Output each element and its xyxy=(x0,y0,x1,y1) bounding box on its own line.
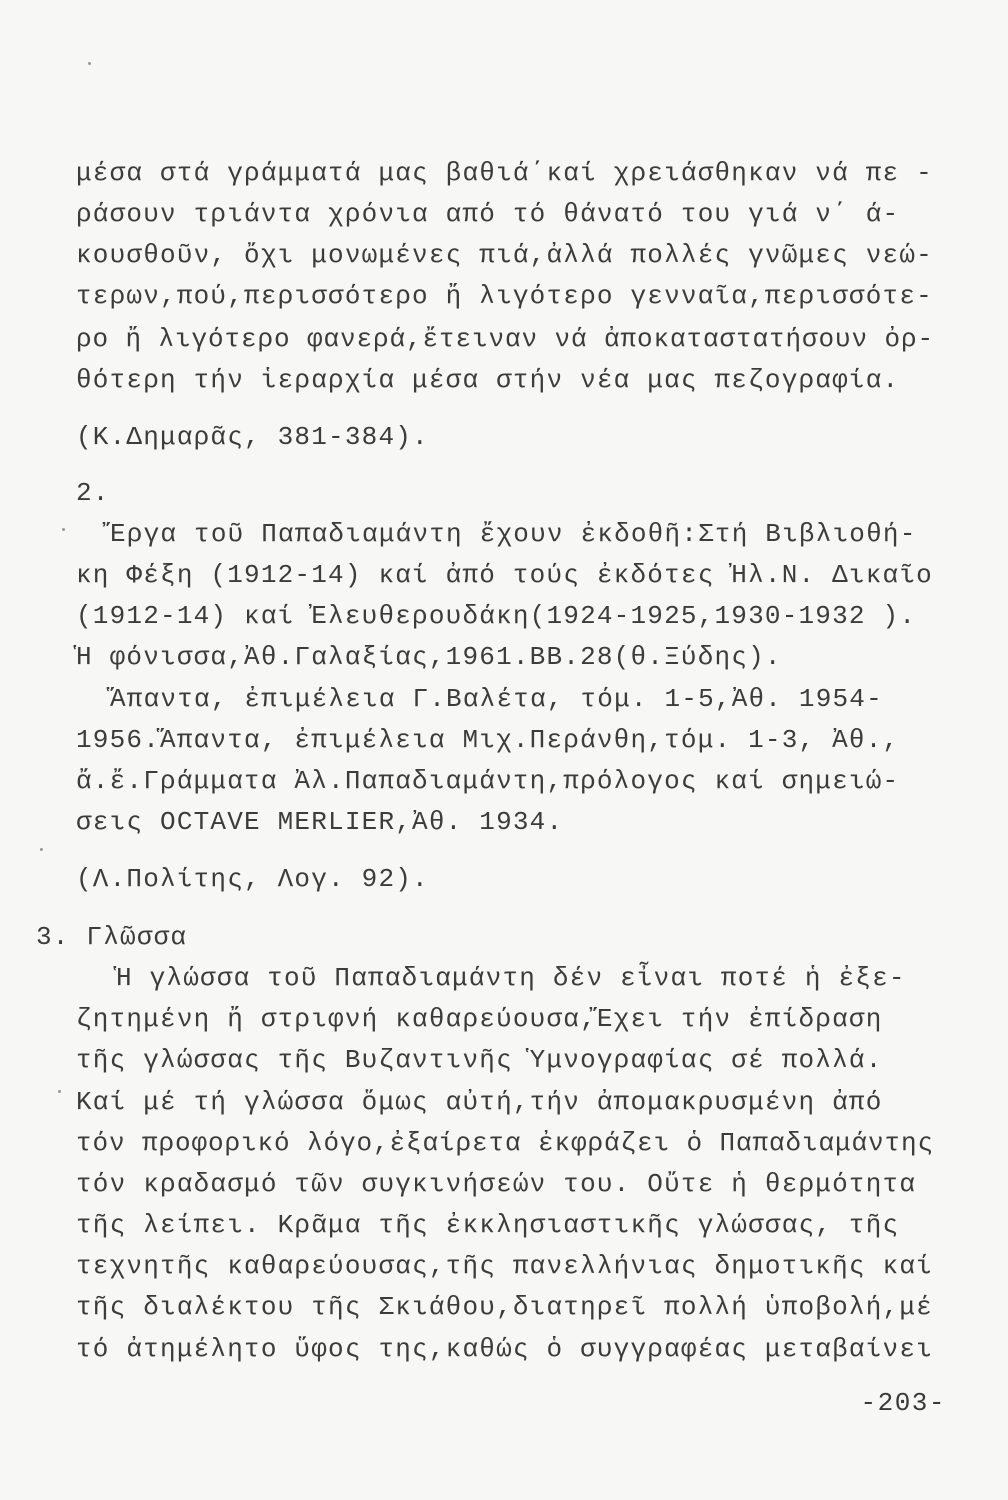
text-line: τῆς διαλέκτου τῆς Σκιάθου,διατηρεῖ πολλή ὑποβολή,μέ xyxy=(76,1292,933,1322)
text-line: Ἔργα τοῦ Παπαδιαμάντη ἔχουν ἐκδοθῆ:Στή Βιβλιοθή- xyxy=(110,519,917,549)
text-line: τό ἀτημέλητο ὕφος της,καθώς ὁ συγγραφέας μεταβαίνει xyxy=(76,1334,933,1364)
text-line: Ἅπαντα, ἐπιμέλεια Γ.Βαλέτα, τόμ. 1-5,Ἀθ. 1954- xyxy=(110,684,883,714)
text-line: τερων,πού,περισσότερο ἤ λιγότερο γενναῖα,περισσότε- xyxy=(76,281,933,311)
text-line: Ἡ γλώσσα τοῦ Παπαδιαμάντη δέν εἶναι ποτέ ἡ ἐξε- xyxy=(116,963,906,993)
scan-speck xyxy=(88,62,91,65)
text-line: τῆς γλώσσας τῆς Βυζαντινῆς Ὑμνογραφίας σέ πολλά. xyxy=(76,1045,883,1075)
text-line: ζητημένη ἤ στριφνή καθαρεύουσα,Ἔχει τήν ἐπίδραση xyxy=(76,1004,883,1034)
scan-speck xyxy=(58,1090,61,1093)
text-line: (1912-14) καί Ἐλευθερουδάκη(1924-1925,1930-1932 ). xyxy=(76,601,917,631)
text-line: κη Φέξη (1912-14) καί ἀπό τούς ἐκδότες Ἠλ.Ν. Δικαῖο xyxy=(76,560,933,590)
text-line: θότερη τήν ἱεραρχία μέσα στήν νέα μας πεζογραφία. xyxy=(76,365,900,395)
text-line: τῆς λείπει. Κρᾶμα τῆς ἐκκλησιαστικῆς γλώσσας, τῆς xyxy=(76,1210,900,1240)
text-line: μέσα στά γράμματά μας βαθιά΄καί χρειάσθηκαν νά πε - xyxy=(76,158,933,188)
text-line: Ἡ φόνισσα,Ἀθ.Γαλαξίας,1961.ΒΒ.28(θ.Ξύδης). xyxy=(76,642,782,672)
scan-speck xyxy=(40,848,43,851)
text-line: 1956.Ἅπαντα, ἐπιμέλεια Μιχ.Περάνθη,τόμ. 1-3, Ἀθ., xyxy=(76,725,900,755)
section-heading: 3. Γλῶσσα xyxy=(36,922,188,952)
text-line: ἄ.ἔ.Γράμματα Ἀλ.Παπαδιαμάντη,πρόλογος καί σημειώ- xyxy=(76,766,900,796)
text-line: ράσουν τριάντα χρόνια από τό θάνατό του γιά ν΄ ά- xyxy=(76,199,900,229)
text-line: τεχνητῆς καθαρεύουσας,τῆς πανελλήνιας δημοτικῆς καί xyxy=(76,1251,933,1281)
text-line: Καί μέ τή γλώσσα ὅμως αὐτή,τήν ἀπομακρυσμένη ἀπό xyxy=(76,1087,883,1117)
page-number: -203- xyxy=(860,1388,946,1418)
citation-line: (Λ.Πολίτης, Λογ. 92). xyxy=(76,864,429,894)
text-line: σεις OCTAVE MERLIER,Ἀθ. 1934. xyxy=(76,807,564,837)
text-line: ρο ἤ λιγότερο φανερά,ἔτειναν νά ἀποκαταστατήσουν ὀρ- xyxy=(76,324,934,354)
text-line: τόν προφορικό λόγο,ἐξαίρετα ἐκφράζει ὁ Παπαδιαμάντης xyxy=(76,1128,934,1158)
note-number: 2. xyxy=(76,478,110,508)
citation-line: (Κ.Δημαρᾶς, 381-384). xyxy=(76,422,429,452)
text-line: τόν κραδασμό τῶν συγκινήσεών του. Οὔτε ἡ θερμότητα xyxy=(76,1169,917,1199)
text-line: κουσθοῦν, ὄχι μονωμένες πιά,ἀλλά πολλές γνῶμες νεώ- xyxy=(76,240,933,270)
scan-speck xyxy=(62,528,65,531)
